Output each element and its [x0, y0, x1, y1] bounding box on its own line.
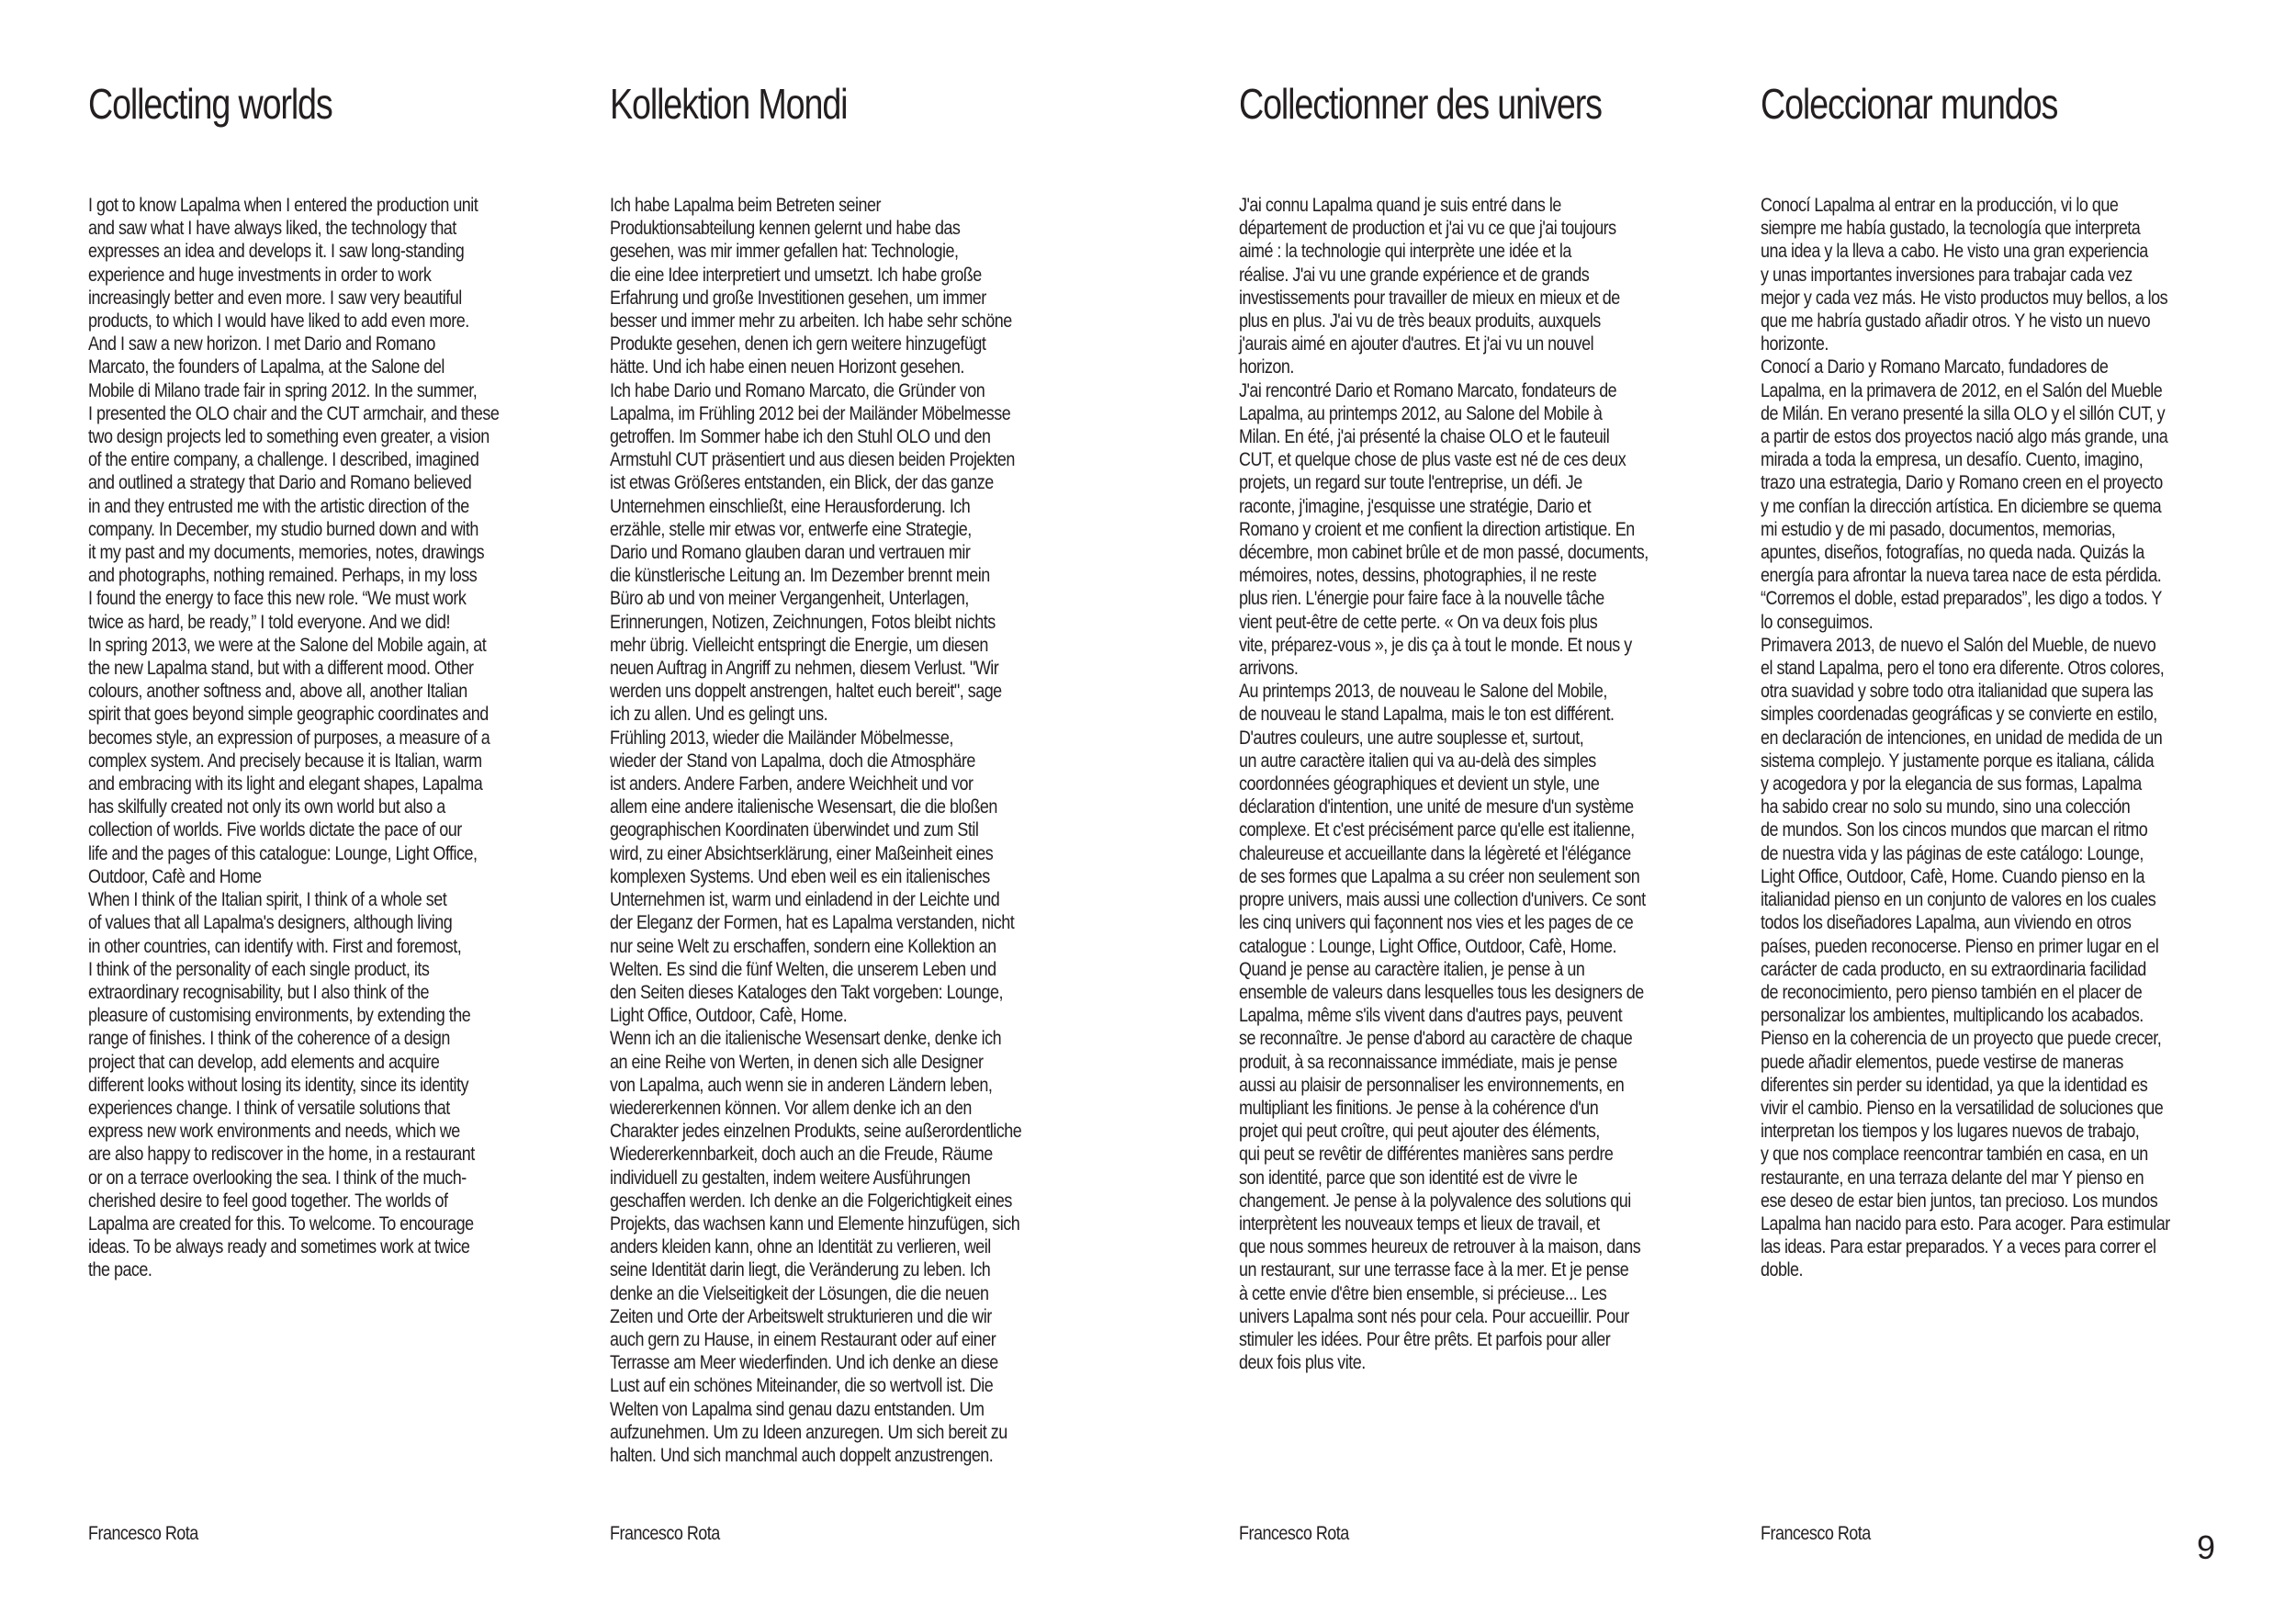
article-title: Coleccionar mundos [1761, 80, 2058, 128]
article-title: Collecting worlds [88, 80, 332, 128]
article-body: I got to know Lapalma when I entered the production unit and saw what I have always liked, the technology that expresses an idea and develops it. I saw long-standing experience and huge investments in order to work increasingly better and even more. I saw very beautiful products, to which I would have liked to add even more. And I saw a new horizon. I met Dario and Romano Marcato, the founders of Lapalma, at the Salone del Mobile di Milano trade fair in spring 2012. In the summer, I presented the OLO chair and the CUT armchair, and these two design projects led to something even greater, a vision of the entire company, a challenge. I described, imagined and outlined a strategy that Dario and Romano believed in and they entrusted me with the artistic direction of the company. In December, my studio burned down and with it my past and my documents, memories, notes, drawings and photographs, nothing remained. Perhaps, in my loss I found the energy to face this new role. “We must work twice as hard, be ready,” I told everyone. And we did! In spring 2013, we were at the Salone del Mobile again, at the new Lapalma stand, but with a different mood. Other colours, another softness and, above all, another Italian spirit that goes beyond simple geographic coordinates and becomes style, an expression of purposes, a measure of a complex system. And precisely because it is Italian, warm and embracing with its light and elegant shapes, Lapalma has skilfully created not only its own world but also a collection of worlds. Five worlds dictate the pace of our life and the pages of this catalogue: Lounge, Light Office, Outdoor, Cafè and Home When I think of the Italian spirit, I think of a whole set of values that all Lapalma's designers, although living in other countries, can identify with. First and foremost, I think of the personality of each single product, its extraordinary recognisability, but I also think of the pleasure of customising environments, by extending the range of finishes. I think of the coherence of a design project that can develop, add elements and acquire different looks without losing its identity, since its identity experiences change. I think of versatile solutions that express new work environments and needs, which we are also happy to rediscover in the home, in a restaurant or on a terrace overlooking the sea. I think of the much- cherished desire to feel good together. The worlds of Lapalma are created for this. To welcome. To encourage ideas. To be always ready and sometimes work at twice the pace. [88, 194, 500, 1281]
author-name: Francesco Rota [610, 1522, 720, 1544]
author-name: Francesco Rota [1239, 1522, 1349, 1544]
article-title: Collectionner des univers [1239, 80, 1602, 128]
article-body: Ich habe Lapalma beim Betreten seiner Produktionsabteilung kennen gelernt und habe das gesehen, was mir immer gefallen hat: Technologie, die eine Idee interpretiert und umsetzt. Ich habe große Erfahrung und große Investitionen gesehen, um immer besser und immer mehr zu arbeiten. Ich habe sehr schöne Produkte gesehen, denen ich gern weitere hinzugefügt hätte. Und ich habe einen neuen Horizont gesehen. Ich habe Dario und Romano Marcato, die Gründer von Lapalma, im Frühling 2012 bei der Mailänder Möbelmesse getroffen. Im Sommer habe ich den Stuhl OLO und den Armstuhl CUT präsentiert und aus diesen beiden Projekten ist etwas Größeres entstanden, ein Blick, der das ganze Unternehmen einschließt, eine Herausforderung. Ich erzähle, stelle mir etwas vor, entwerfe eine Strategie, Dario und Romano glauben daran und vertrauen mir die künstlerische Leitung an. Im Dezember brennt mein Büro ab und von meiner Vergangenheit, Unterlagen, Erinnerungen, Notizen, Zeichnungen, Fotos bleibt nichts mehr übrig. Vielleicht entspringt die Energie, um diesen neuen Auftrag in Angriff zu nehmen, diesem Verlust. "Wir werden uns doppelt anstrengen, haltet euch bereit", sage ich zu allen. Und es gelingt uns. Frühling 2013, wieder die Mailänder Möbelmesse, wieder der Stand von Lapalma, doch die Atmosphäre ist anders. Andere Farben, andere Weichheit und vor allem eine andere italienische Wesensart, die die bloßen geographischen Koordinaten überwindet und zum Stil wird, zu einer Absichtserklärung, einer Maßeinheit eines komplexen Systems. Und eben weil es ein italienisches Unternehmen ist, warm und einladend in der Leichte und der Eleganz der Formen, hat es Lapalma verstanden, nicht nur seine Welt zu erschaffen, sondern eine Kollektion an Welten. Es sind die fünf Welten, die unserem Leben und den Seiten dieses Kataloges den Takt vorgeben: Lounge, Light Office, Outdoor, Cafè, Home. Wenn ich an die italienische Wesensart denke, denke ich an eine Reihe von Werten, in denen sich alle Designer von Lapalma, auch wenn sie in anderen Ländern leben, wiedererkennen können. Vor allem denke ich an den Charakter jedes einzelnen Produkts, seine außerordentliche Wiedererkennbarkeit, doch auch an die Freude, Räume individuell zu gestalten, indem weitere Ausführungen geschaffen werden. Ich denke an die Folgerichtigkeit eines Projekts, das wachsen kann und Elemente hinzufügen, sich anders kleiden kann, ohne an Identität zu verlieren, weil seine Identität darin liegt, die Veränderung zu leben. Ich denke an die Vielseitigkeit der Lösungen, die die neuen Zeiten und Orte der Arbeitswelt strukturieren und die wir auch gern zu Hause, in einem Restaurant oder auf einer Terrasse am Meer wiederfinden. Und ich denke an diese Lust auf ein schönes Miteinander, die so wertvoll ist. Die Welten von Lapalma sind genau dazu entstanden. Um aufzunehmen. Um zu Ideen anzuregen. Um sich bereit zu halten. Und sich manchmal auch doppelt anzustrengen. [610, 194, 1022, 1466]
article-title: Kollektion Mondi [610, 80, 848, 128]
article-body: Conocí Lapalma al entrar en la producción, vi lo que siempre me había gustado, la tecnología que interpreta una idea y la lleva a cabo. He visto una gran experiencia y unas importantes inversiones para trabajar cada vez mejor y cada vez más. He visto productos muy bellos, a los que me habría gustado añadir otros. Y he visto un nuevo horizonte. Conocí a Dario y Romano Marcato, fundadores de Lapalma, en la primavera de 2012, en el Salón del Mueble de Milán. En verano presenté la silla OLO y el sillón CUT, y a partir de estos dos proyectos nació algo más grande, una mirada a toda la empresa, un desafío. Cuento, imagino, trazo una estrategia, Dario y Romano creen en el proyecto y me confían la dirección artística. En diciembre se quema mi estudio y de mi pasado, documentos, memorias, apuntes, diseños, fotografías, no queda nada. Quizás la energía para afrontar la nueva tarea nace de esta pérdida. “Corremos el doble, estad preparados”, les digo a todos. Y lo conseguimos. Primavera 2013, de nuevo el Salón del Mueble, de nuevo el stand Lapalma, pero el tono era diferente. Otros colores, otra suavidad y sobre todo otra italianidad que supera las simples coordenadas geográficas y se convierte en estilo, en declaración de intenciones, en unidad de medida de un sistema complejo. Y justamente porque es italiana, cálida y acogedora y por la elegancia de sus formas, Lapalma ha sabido crear no solo su mundo, sino una colección de mundos. Son los cincos mundos que marcan el ritmo de nuestra vida y las páginas de este catálogo: Lounge, Light Office, Outdoor, Cafè, Home. Cuando pienso en la italianidad pienso en un conjunto de valores en los cuales todos los diseñadores Lapalma, aun viviendo en otros países, pueden reconocerse. Pienso en primer lugar en el carácter de cada producto, en su extraordinaria facilidad de reconocimiento, pero pienso también en el placer de personalizar los ambientes, multiplicando los acabados. Pienso en la coherencia de un proyecto que puede crecer, puede añadir elementos, puede vestirse de maneras diferentes sin perder su identidad, ya que la identidad es vivir el cambio. Pienso en la versatilidad de soluciones que interpretan los tiempos y los lugares nuevos de trabajo, y que nos complace reencontrar también en casa, en un restaurante, en una terraza delante del mar Y pienso en ese deseo de estar bien juntos, tan precioso. Los mundos Lapalma han nacido para esto. Para acoger. Para estimular las ideas. Para estar preparados. Y a veces para correr el doble. [1761, 194, 2170, 1281]
page-number: 9 [2197, 1528, 2216, 1566]
article-body: J'ai connu Lapalma quand je suis entré dans le département de production et j'ai vu ce que j'ai toujours aimé : la technologie qui interprète une idée et la réalise. J'ai vu une grande expérience et de grands investissements pour travailler de mieux en mieux et de plus en plus. J'ai vu de très beaux produits, auxquels j'aurais aimé en ajouter d'autres. Et j'ai vu un nouvel horizon. J'ai rencontré Dario et Romano Marcato, fondateurs de Lapalma, au printemps 2012, au Salone del Mobile à Milan. En été, j'ai présenté la chaise OLO et le fauteuil CUT, et quelque chose de plus vaste est né de ces deux projets, un regard sur toute l'entreprise, un défi. Je raconte, j'imagine, j'esquisse une stratégie, Dario et Romano y croient et me confient la direction artistique. En décembre, mon cabinet brûle et de mon passé, documents, mémoires, notes, dessins, photographies, il ne reste plus rien. L'énergie pour faire face à la nouvelle tâche vient peut-être de cette perte. « On va deux fois plus vite, préparez-vous », je dis ça à tout le monde. Et nous y arrivons. Au printemps 2013, de nouveau le Salone del Mobile, de nouveau le stand Lapalma, mais le ton est différent. D'autres couleurs, une autre souplesse et, surtout, un autre caractère italien qui va au-delà des simples coordonnées géographiques et devient un style, une déclaration d'intention, une unité de mesure d'un système complexe. Et c'est précisément parce qu'elle est italienne, chaleureuse et accueillante dans la légèreté et l'élégance de ses formes que Lapalma a su créer non seulement son propre univers, mais aussi une collection d'univers. Ce sont les cinq univers qui façonnent nos vies et les pages de ce catalogue : Lounge, Light Office, Outdoor, Cafè, Home. Quand je pense au caractère italien, je pense à un ensemble de valeurs dans lesquelles tous les designers de Lapalma, même s'ils vivent dans d'autres pays, peuvent se reconnaître. Je pense d'abord au caractère de chaque produit, à sa reconnaissance immédiate, mais je pense aussi au plaisir de personnaliser les environnements, en multipliant les finitions. Je pense à la cohérence d'un projet qui peut croître, qui peut ajouter des éléments, qui peut se revêtir de différentes manières sans perdre son identité, parce que son identité est de vivre le changement. Je pense à la polyvalence des solutions qui interprètent les nouveaux temps et lieux de travail, et que nous sommes heureux de retrouver à la maison, dans un restaurant, sur une terrasse face à la mer. Et je pense à cette envie d'être bien ensemble, si précieuse... Les univers Lapalma sont nés pour cela. Pour accueillir. Pour stimuler les idées. Pour être prêts. Et parfois pour aller deux fois plus vite. [1239, 194, 1649, 1374]
author-name: Francesco Rota [1761, 1522, 1871, 1544]
author-name: Francesco Rota [88, 1522, 198, 1544]
